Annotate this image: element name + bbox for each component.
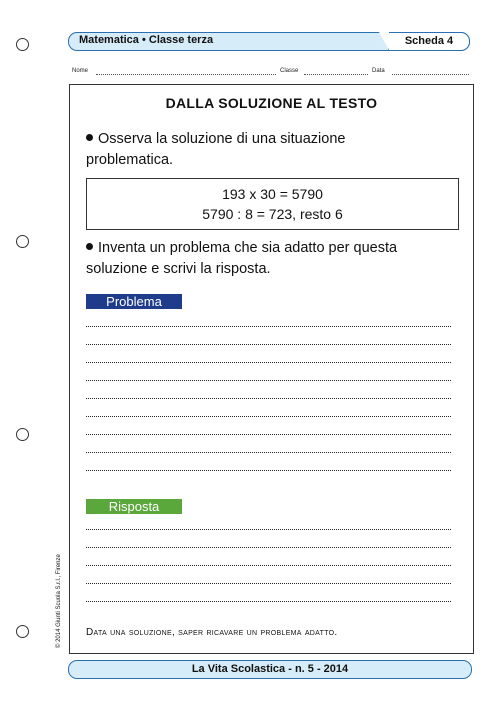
date-label: Data — [372, 68, 385, 74]
problem-writing-line[interactable] — [86, 326, 451, 327]
class-field-line — [304, 74, 368, 75]
instruction-observe-line1: Osserva la soluzione di una situazione — [98, 131, 346, 147]
formula-line-1: 193 x 30 = 5790 — [222, 186, 323, 202]
date-field-line — [392, 74, 469, 75]
bullet-icon — [86, 134, 93, 141]
problem-writing-line[interactable] — [86, 398, 451, 399]
bullet-icon — [86, 243, 93, 250]
answer-writing-line[interactable] — [86, 547, 451, 548]
learning-goal: Data una soluzione, saper ricavare un problema adatto. — [86, 627, 338, 638]
subject-title: Matematica • Classe terza — [79, 34, 214, 46]
class-label: Classe — [280, 68, 299, 74]
answer-section-label: Risposta — [86, 499, 182, 514]
answer-writing-line[interactable] — [86, 601, 451, 602]
answer-writing-line[interactable] — [86, 583, 451, 584]
footer-bar: La Vita Scolastica - n. 5 - 2014 — [68, 660, 472, 679]
header-bar — [68, 32, 470, 51]
solution-box — [86, 178, 459, 230]
name-field-line — [96, 74, 276, 75]
instruction-observe — [86, 129, 466, 171]
answer-writing-line[interactable] — [86, 529, 451, 530]
problem-writing-line[interactable] — [86, 470, 451, 471]
problem-writing-line[interactable] — [86, 362, 451, 363]
copyright-note: © 2014 Giunti Scuola S.r.l., Firenze — [56, 554, 62, 648]
worksheet-title: DALLA SOLUZIONE AL TESTO — [165, 95, 378, 111]
problem-writing-line[interactable] — [86, 434, 451, 435]
binder-hole-3 — [16, 428, 29, 441]
sheet-number: Scheda 4 — [388, 32, 470, 51]
instruction-observe-line2: problematica. — [86, 152, 174, 168]
instruction-invent-line2: soluzione e scrivi la risposta. — [86, 261, 271, 277]
binder-hole-2 — [16, 235, 29, 248]
problem-writing-line[interactable] — [86, 380, 451, 381]
formula-line-2: 5790 : 8 = 723, resto 6 — [202, 206, 343, 222]
problem-writing-line[interactable] — [86, 452, 451, 453]
instruction-invent-line1: Inventa un problema che sia adatto per questa — [98, 240, 398, 256]
problem-writing-line[interactable] — [86, 344, 451, 345]
problem-writing-line[interactable] — [86, 416, 451, 417]
binder-hole-1 — [16, 38, 29, 51]
problem-section-label: Problema — [86, 294, 182, 309]
binder-hole-4 — [16, 625, 29, 638]
instruction-invent — [86, 238, 466, 280]
worksheet-frame — [69, 84, 474, 654]
name-label: Nome — [72, 68, 89, 74]
answer-writing-line[interactable] — [86, 565, 451, 566]
student-info-row — [72, 68, 472, 78]
